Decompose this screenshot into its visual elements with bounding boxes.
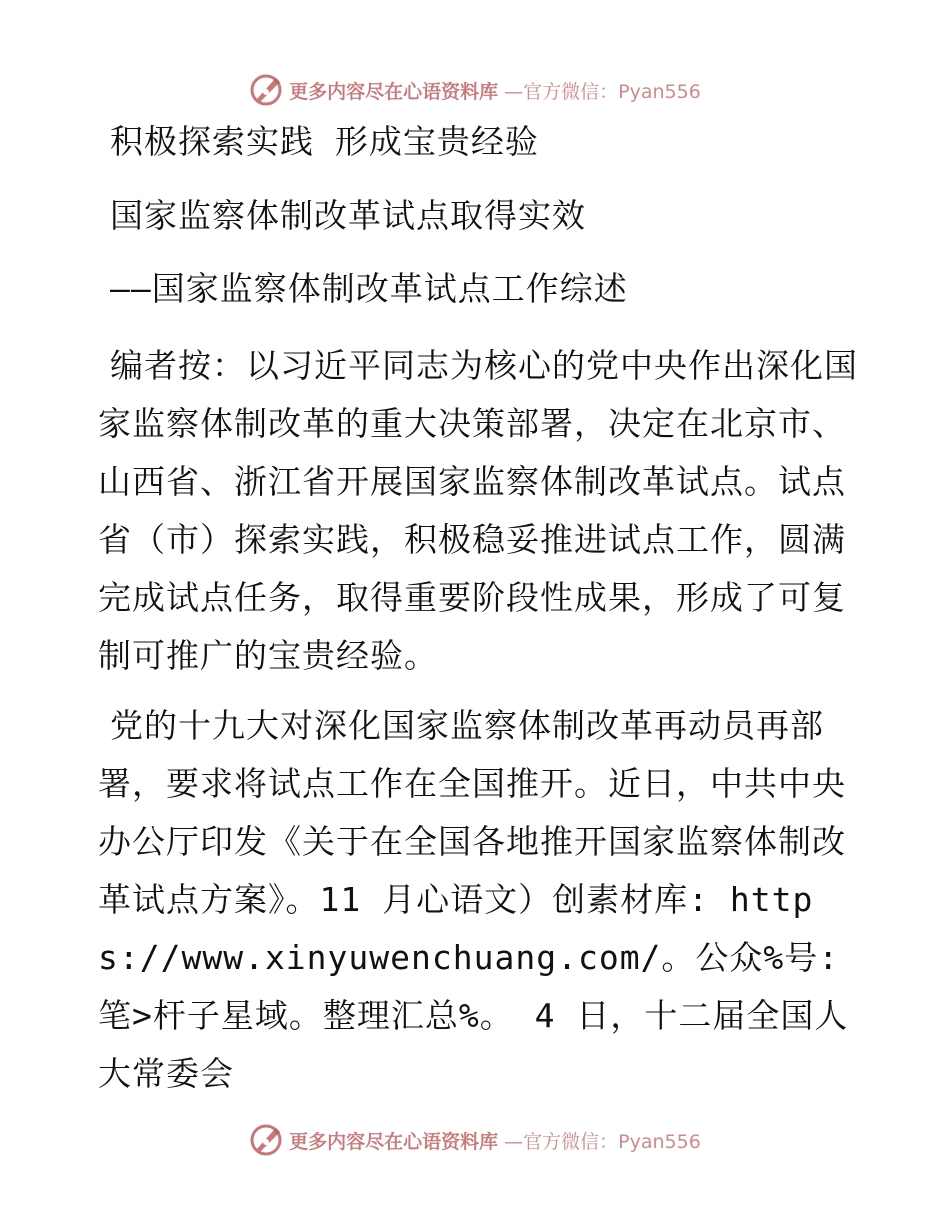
paragraph-main: 党的十九大对深化国家监察体制改革再动员再部署，要求将试点工作在全国推开。近日，中共中央办公厅印发《关于在全国各地推开国家监察体制改革试点方案》。11 月心语文）创素材库: https://www.xinyuwenchuang.com/。公众%号: 笔>杆子星域。整理汇总%。 4 日，十二届全国人大常委会 [98, 706, 849, 1093]
watermark-main-text: 更多内容尽在心语资料库 [289, 80, 499, 103]
pen-logo-icon [249, 73, 283, 107]
watermark-sub-text: —官方微信：Pyan556 [504, 80, 701, 103]
watermark-banner-top [0, 70, 950, 110]
paragraph-editor-note: 编者按：以习近平同志为核心的党中央作出深化国家监察体制改革的重大决策部署，决定在北京市、山西省、浙江省开展国家监察体制改革试点。试点省（市）探索实践，积极稳妥推进试点工作，圆满完成试点任务，取得重要阶段性成果，形成了可复制可推广的宝贵经验。 [98, 346, 858, 675]
title-line-2: 国家监察体制改革试点取得实效 [110, 196, 586, 235]
pen-logo-icon [249, 1123, 283, 1157]
watermark-main-text: 更多内容尽在心语资料库 [289, 1130, 499, 1153]
watermark-banner-bottom [0, 1120, 950, 1160]
title-line-3: ——国家监察体制改革试点工作综述 [110, 269, 628, 308]
document-body [98, 122, 858, 1115]
watermark-sub-text: —官方微信：Pyan556 [504, 1130, 701, 1153]
title-line-1: 积极探索实践 形成宝贵经验 [110, 122, 539, 161]
